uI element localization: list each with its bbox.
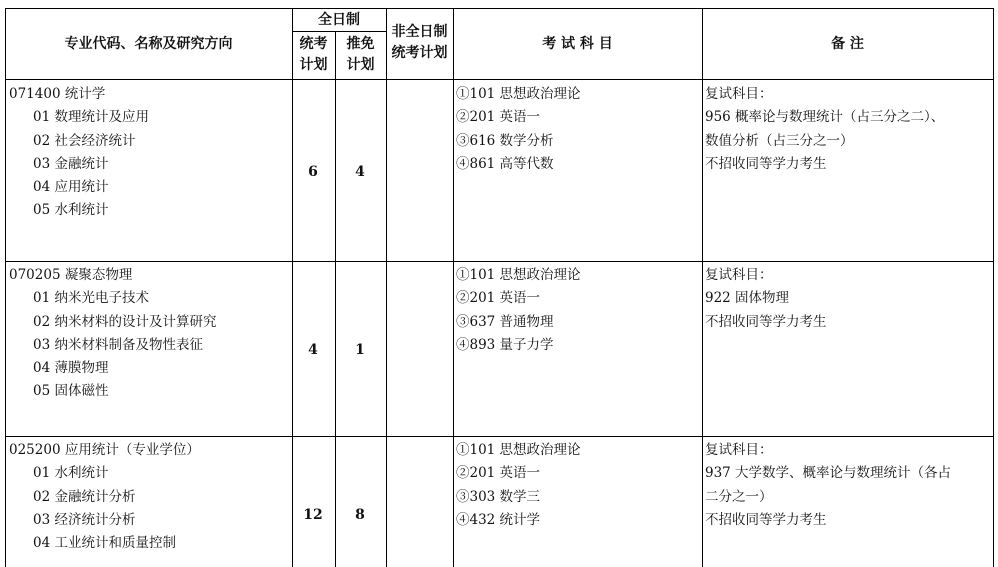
row-divider [5, 261, 993, 262]
header-tuimian-line2: 计划 [346, 57, 375, 73]
column-divider [453, 8, 454, 567]
column-divider [386, 8, 387, 567]
note-line: 二分之一） [705, 488, 773, 505]
subject-item: ②201 英语一 [456, 290, 541, 307]
row-divider [5, 436, 993, 437]
note-line: 不招收同等学力考生 [705, 313, 827, 330]
note-line: 复试科目： [705, 86, 773, 102]
header-parttime-line2: 统考计划 [391, 45, 448, 61]
subject-item: ④861 高等代数 [456, 155, 554, 172]
table-row-major [9, 83, 149, 223]
direction-item: 04 薄膜物理 [33, 360, 109, 377]
tongkao-quota: 6 [308, 164, 318, 180]
direction-item: 05 水利统计 [33, 202, 109, 219]
subject-item: ③616 数学分析 [456, 132, 554, 149]
note-line: 937 大学数学、概率论与数理统计（各占 [705, 465, 952, 482]
direction-item: 01 水利统计 [33, 465, 109, 482]
header-tongkao [292, 34, 335, 76]
major-title: 025200 应用统计（专业学位） [9, 442, 200, 458]
header-bottom-border [5, 79, 993, 80]
note-line: 956 概率论与数理统计（占三分之二）、 [705, 109, 945, 126]
header-fulltime: 全日制 [318, 12, 360, 28]
note-line: 复试科目： [705, 442, 773, 458]
direction-item: 04 工业统计和质量控制 [33, 535, 176, 552]
header-notes: 备 注 [831, 36, 864, 52]
direction-item: 01 数理统计及应用 [33, 109, 149, 126]
note-line: 复试科目： [705, 267, 773, 283]
subject-item: ①101 思想政治理论 [456, 267, 581, 283]
exam-subjects [456, 439, 581, 532]
exam-subjects [456, 83, 581, 176]
subject-item: ④432 统计学 [456, 511, 541, 528]
header-parttime [386, 22, 453, 64]
fulltime-header-divider [292, 31, 386, 32]
subject-item: ①101 思想政治理论 [456, 86, 581, 102]
direction-item: 02 社会经济统计 [33, 132, 136, 149]
tuimian-quota: 4 [355, 164, 365, 180]
notes-cell [705, 439, 951, 532]
table-border-left [5, 8, 6, 567]
header-parttime-line1: 非全日制 [391, 24, 448, 40]
header-tuimian-line1: 推免 [346, 36, 375, 52]
subject-item: ③303 数学三 [456, 488, 541, 505]
note-line: 不招收同等学力考生 [705, 511, 827, 528]
note-line: 数值分析（占三分之一） [705, 132, 854, 149]
subject-item: ③637 普通物理 [456, 313, 554, 330]
header-major: 专业代码、名称及研究方向 [64, 36, 233, 52]
header-tongkao-line1: 统考 [299, 36, 328, 52]
note-line: 不招收同等学力考生 [705, 155, 827, 172]
header-tuimian [335, 34, 386, 76]
direction-item: 05 固体磁性 [33, 383, 109, 400]
tuimian-quota: 1 [355, 342, 365, 358]
notes-cell [705, 264, 827, 334]
header-subjects: 考 试 科 目 [542, 36, 613, 52]
tongkao-quota: 4 [308, 342, 318, 358]
note-line: 922 固体物理 [705, 290, 790, 307]
tuimian-quota: 8 [355, 507, 365, 523]
subject-item: ②201 英语一 [456, 465, 541, 482]
subject-item: ①101 思想政治理论 [456, 442, 581, 458]
table-border-top [5, 8, 993, 9]
tongkao-quota: 12 [303, 507, 323, 523]
column-divider [335, 31, 336, 567]
notes-cell [705, 83, 944, 176]
direction-item: 01 纳米光电子技术 [33, 290, 149, 307]
direction-item: 03 金融统计 [33, 155, 109, 172]
subject-item: ②201 英语一 [456, 109, 541, 126]
direction-item: 02 纳米材料的设计及计算研究 [33, 313, 217, 330]
table-row-major [9, 439, 200, 555]
column-divider [702, 8, 703, 567]
direction-item: 03 经济统计分析 [33, 511, 136, 528]
direction-item: 03 纳米材料制备及物性表征 [33, 336, 203, 353]
direction-item: 04 应用统计 [33, 179, 109, 196]
column-divider [292, 8, 293, 567]
header-tongkao-line2: 计划 [299, 57, 328, 73]
table-border-right [993, 8, 994, 567]
exam-subjects [456, 264, 581, 357]
subject-item: ④893 量子力学 [456, 336, 554, 353]
direction-item: 02 金融统计分析 [33, 488, 136, 505]
major-title: 070205 凝聚态物理 [9, 267, 133, 283]
table-row-major [9, 264, 216, 404]
major-title: 071400 统计学 [9, 86, 106, 102]
